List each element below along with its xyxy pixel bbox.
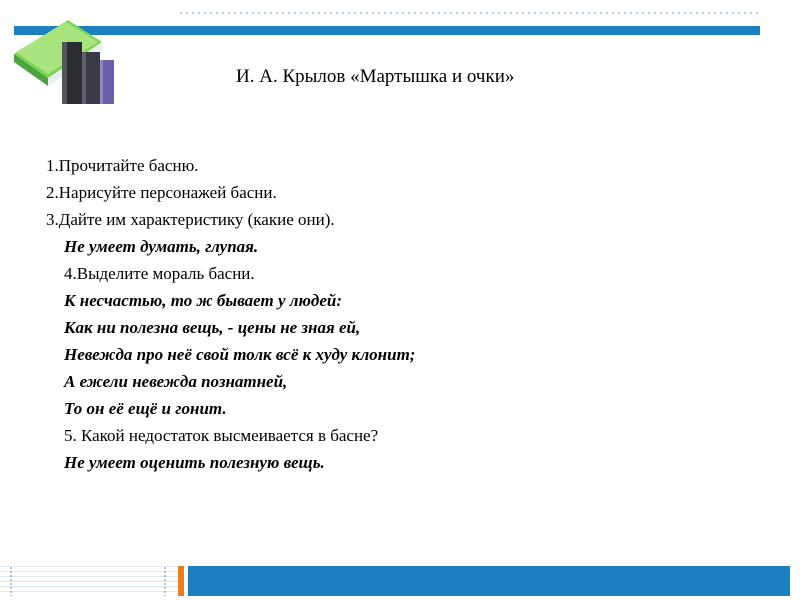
bottom-decorative-dots [10,566,12,596]
moral-line: Невежда про неё свой толк всё к худу клонит; [64,345,416,364]
bottom-accent-bar [188,566,790,596]
answer-text: Не умеет оценить полезную вещь. [64,453,325,472]
task-item: 5. Какой недостаток высмеивается в басне? [64,426,379,445]
top-decorative-dots [178,10,760,18]
task-item: 4.Выделите мораль басни. [64,264,255,283]
moral-line: А ежели невежда познатней, [64,372,288,391]
task-item: 1.Прочитайте басню. [46,156,199,175]
answer-text: Не умеет думать, глупая. [64,237,259,256]
bottom-decorative-dots [164,566,166,596]
moral-line: К несчастью, то ж бывает у людей: [64,291,342,310]
top-accent-bar [14,26,760,35]
books-icon [10,12,120,107]
moral-line: Как ни полезна вещь, - цены не зная ей, [64,318,361,337]
moral-line: То он её ещё и гонит. [64,399,227,418]
task-item: 3.Дайте им характеристику (какие они). [46,210,335,229]
page-title: И. А. Крылов «Мартышка и очки» [236,66,515,87]
task-item: 2.Нарисуйте персонажей басни. [46,183,277,202]
task-list [46,152,415,476]
bottom-decorative-lines [0,566,178,596]
bottom-orange-accent [178,566,184,596]
